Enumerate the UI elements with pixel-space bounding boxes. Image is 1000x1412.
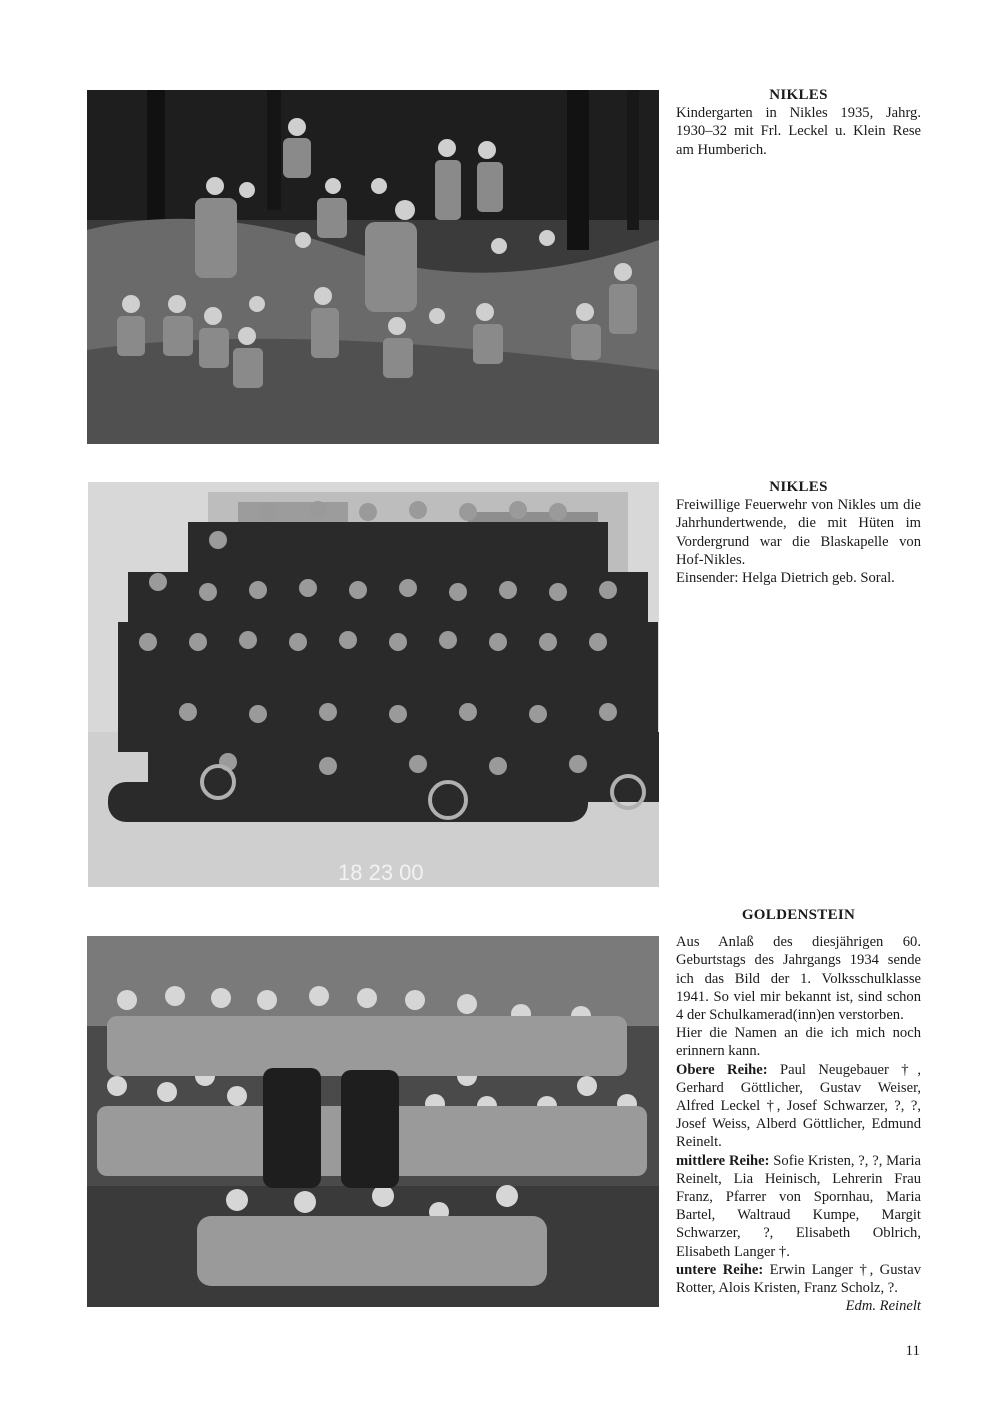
section-heading: NIKLES bbox=[769, 479, 828, 495]
photo-school-class-goldenstein bbox=[87, 936, 659, 1307]
kindergarten-group-photo-icon bbox=[87, 90, 659, 444]
photo-fire-brigade-nikles bbox=[88, 482, 659, 887]
caption-text: Kindergarten in Nikles 1935, Jahrg. 1930–32 mit Frl. Leckel u. Klein Rese am Humberich. bbox=[676, 105, 921, 158]
photo-kindergarten-nikles bbox=[87, 90, 659, 444]
names-bottom-row bbox=[676, 1261, 921, 1297]
row-label: Obere Reihe: bbox=[676, 1061, 768, 1078]
row-names: Sofie Kristen, ?, ?, Maria Reinelt, Lia Heinisch, Lehrerin Frau Franz, Pfarrer von Spornhau, Maria Bartel, Waltraud Kumpe, Margit Schwarzer, ?, Elisabeth Oblrich, Elisabeth Langer †. bbox=[676, 1152, 922, 1260]
row-label: mittlere Reihe: bbox=[676, 1152, 770, 1169]
section-heading: NIKLES bbox=[769, 87, 828, 103]
signature: Edm. Reinelt bbox=[845, 1298, 921, 1315]
school-class-group-photo-icon bbox=[87, 936, 659, 1307]
names-middle-row bbox=[676, 1152, 921, 1261]
caption-intro: Aus Anlaß des diesjährigen 60. Geburtstags des Jahrgangs 1934 sende ich das Bild der 1. Volksschulklasse 1941. So viel mir bekannt ist, sind schon 4 der Schulkamerad(inn)en verstorben. bbox=[676, 934, 921, 1024]
page-number: 11 bbox=[905, 1343, 920, 1359]
row-label: untere Reihe: bbox=[676, 1261, 764, 1278]
fire-brigade-group-photo-icon bbox=[88, 482, 659, 887]
caption-fire-brigade bbox=[676, 478, 921, 587]
caption-kindergarten bbox=[676, 86, 921, 159]
row-names: Erwin Langer †, Gustav Rotter, Alois Kristen, Franz Scholz, ?. bbox=[676, 1261, 921, 1297]
caption-goldenstein bbox=[676, 906, 921, 1315]
caption-intro-names: Hier die Namen an die ich mich noch erinnern kann. bbox=[676, 1025, 921, 1060]
photo-inscription: 18 23 00 bbox=[338, 860, 424, 885]
names-top-row bbox=[676, 1061, 921, 1152]
caption-sender: Einsender: Helga Dietrich geb. Soral. bbox=[676, 570, 895, 587]
section-heading: GOLDENSTEIN bbox=[741, 907, 856, 923]
caption-text: Freiwillige Feuerwehr von Nikles um die Jahrhundertwende, die mit Hüten im Vordergrund war die Blaskapelle von Hof-Nikles. bbox=[676, 497, 921, 568]
row-names: Paul Neugebauer †, Gerhard Göttlicher, Gustav Weiser, Alfred Leckel †, Josef Schwarzer, ?, ?, Josef Weiss, Alberd Göttlicher, Edmund Reinelt. bbox=[676, 1061, 922, 1151]
